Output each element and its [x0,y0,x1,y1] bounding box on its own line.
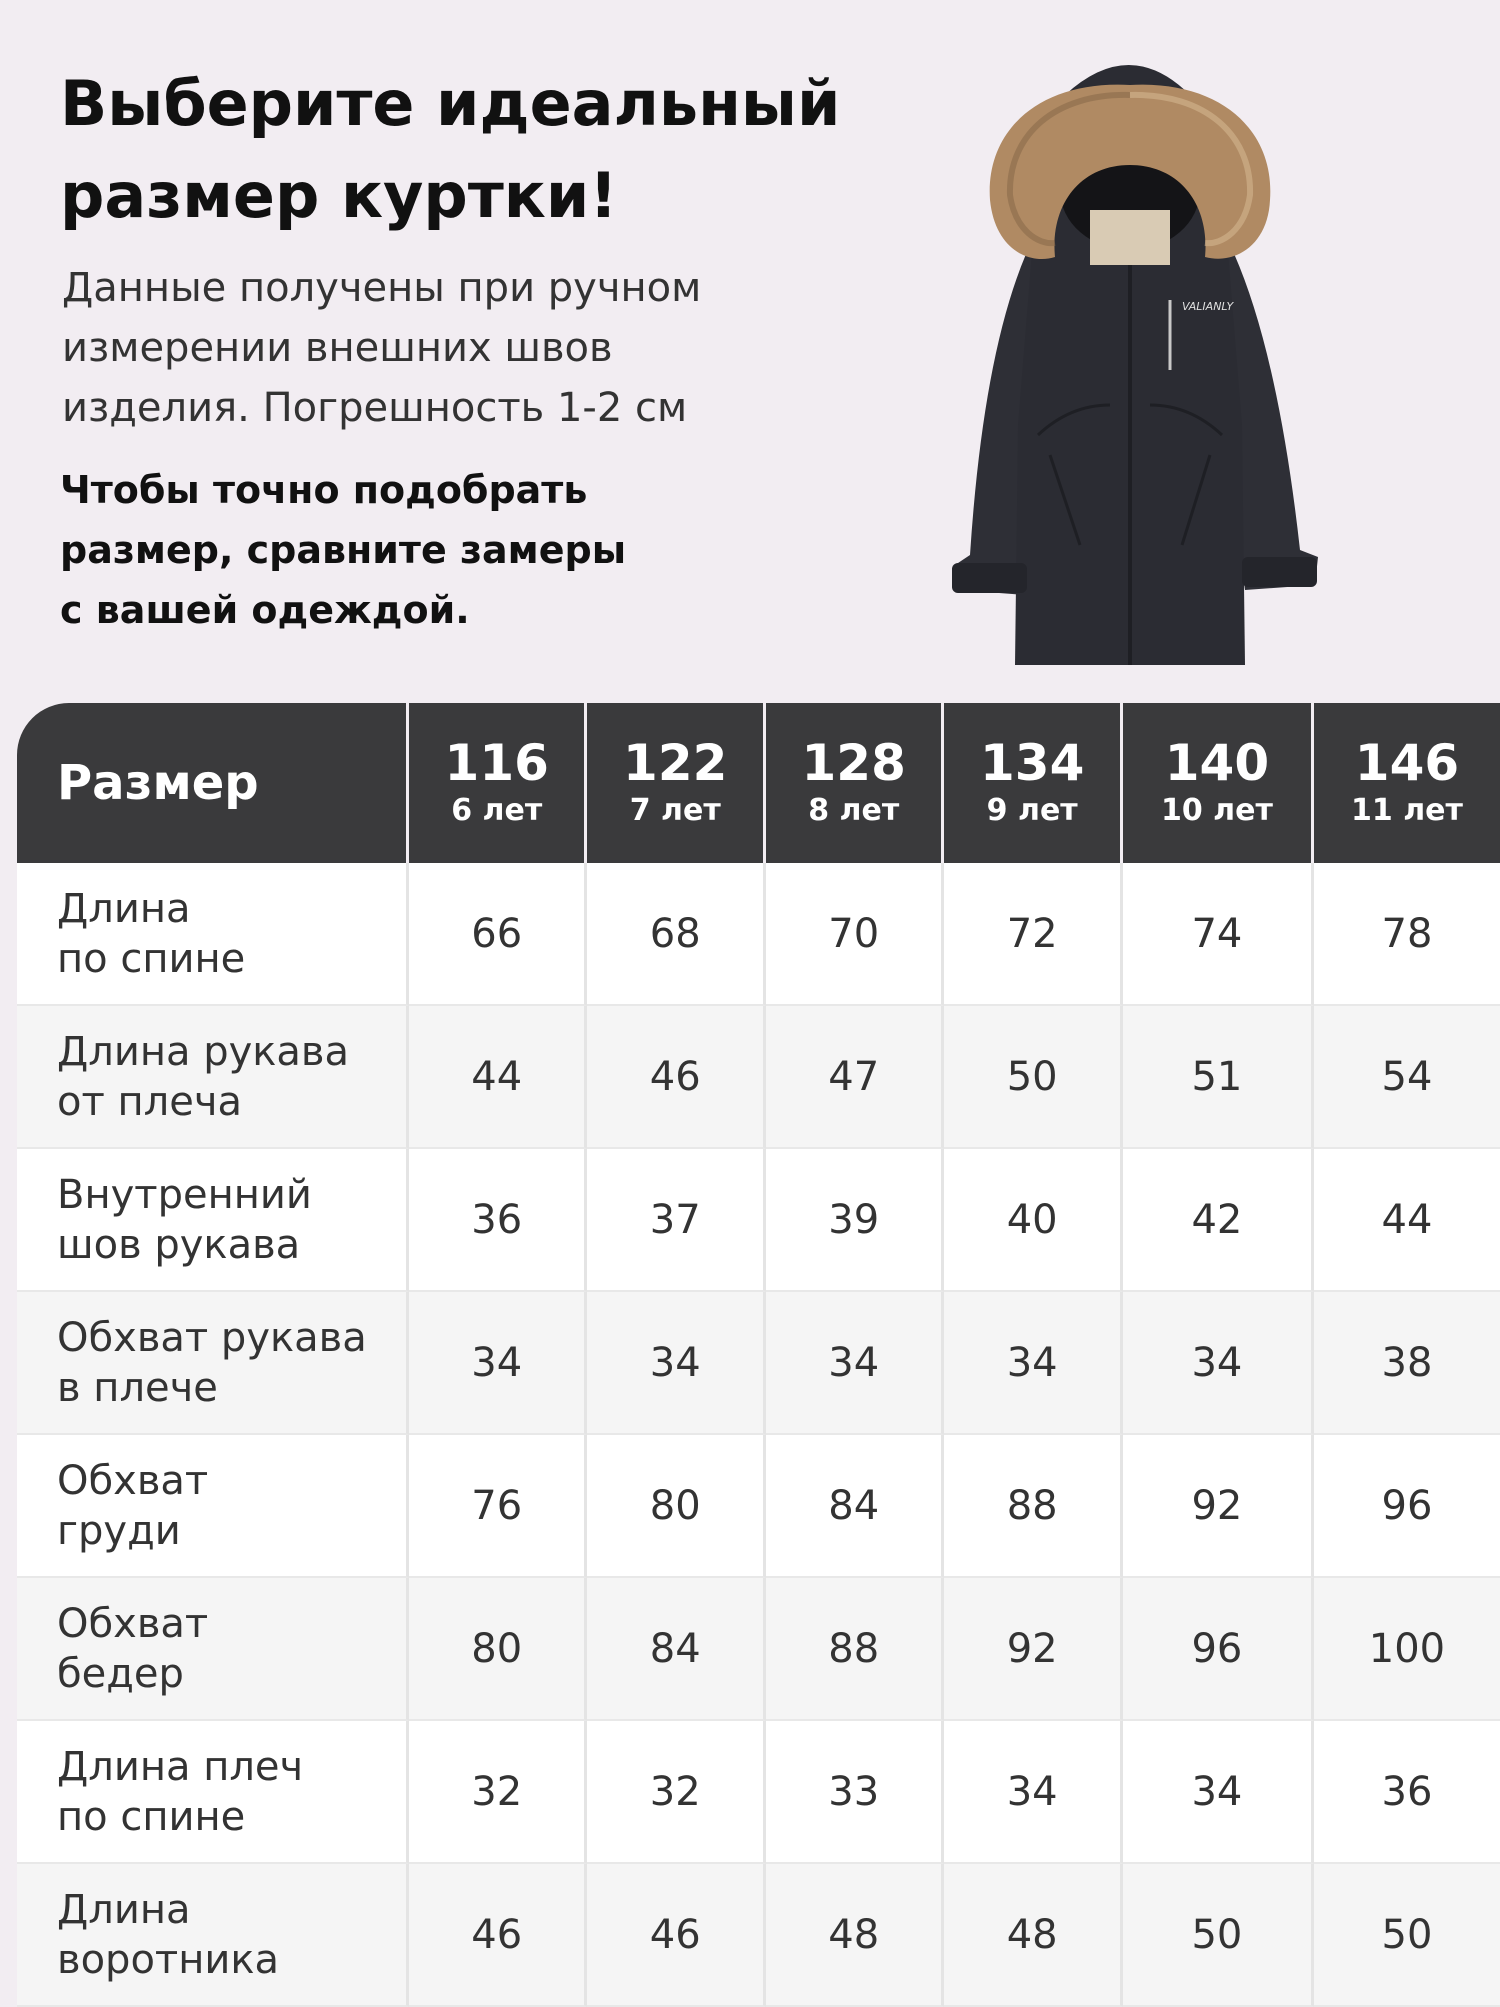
row-label [17,1578,409,1721]
row-label [17,1435,409,1578]
product-image [890,25,1370,675]
table-cell: 44 [409,1006,587,1149]
table-cell: 34 [944,1721,1122,1864]
row-label-line: по спине [57,1793,246,1840]
table-cell: 78 [1314,863,1500,1006]
table-cell: 32 [409,1721,587,1864]
table-cell: 92 [944,1578,1122,1721]
row-label-line: по спине [57,935,246,982]
row-label [17,1864,409,2007]
row-label [17,1292,409,1435]
row-label [17,1149,409,1292]
row-label-line: бедер [57,1650,184,1697]
size-number: 140 [1164,734,1270,792]
row-label-line: Длина плеч [57,1743,304,1790]
size-age: 8 лет [808,793,900,828]
table-cell: 50 [1314,1864,1500,2007]
fit-advice [60,460,760,640]
table-cell: 33 [766,1721,944,1864]
table-cell: 38 [1314,1292,1500,1435]
table-cell: 46 [409,1864,587,2007]
table-cell: 34 [944,1292,1122,1435]
table-row [17,1721,1500,1864]
size-column-header [409,703,587,863]
table-cell: 44 [1314,1149,1500,1292]
table-cell: 66 [409,863,587,1006]
table-cell: 96 [1123,1578,1314,1721]
size-column-header [587,703,765,863]
size-column-header [766,703,944,863]
row-label-line: Длина [57,1886,191,1933]
note-line: изделия. Погрешность 1-2 см [62,385,688,431]
size-age: 9 лет [986,793,1078,828]
row-label-line: в плече [57,1364,218,1411]
advice-line: Чтобы точно подобрать [60,468,588,512]
table-cell: 70 [766,863,944,1006]
hero-section [0,0,1500,700]
table-cell: 51 [1123,1006,1314,1149]
table-cell: 50 [944,1006,1122,1149]
size-chart-table [17,703,1500,2007]
table-cell: 34 [587,1292,765,1435]
table-row [17,1149,1500,1292]
table-cell: 48 [766,1864,944,2007]
table-cell: 84 [587,1578,765,1721]
measurement-note [62,258,822,438]
table-cell: 68 [587,863,765,1006]
size-number: 116 [444,734,549,792]
size-age: 6 лет [451,793,543,828]
row-label-line: Длина [57,885,191,932]
table-row [17,863,1500,1006]
row-label-line: Обхват [57,1600,209,1647]
table-row [17,1578,1500,1721]
brand-logo: VALIANLY [1182,300,1234,313]
table-cell: 48 [944,1864,1122,2007]
table-cell: 34 [1123,1721,1314,1864]
size-age: 11 лет [1351,793,1463,828]
table-row [17,1006,1500,1149]
row-label-line: воротника [57,1936,280,1983]
table-cell: 34 [409,1292,587,1435]
table-row [17,1864,1500,2007]
table-cell: 46 [587,1864,765,2007]
row-label-line: от плеча [57,1078,242,1125]
size-header-label: Размер [17,703,409,863]
size-age: 10 лет [1160,793,1273,828]
table-cell: 34 [1123,1292,1314,1435]
title-line-2: размер куртки! [60,159,618,232]
table-cell: 80 [409,1578,587,1721]
table-cell: 46 [587,1006,765,1149]
table-cell: 76 [409,1435,587,1578]
table-cell: 42 [1123,1149,1314,1292]
size-number: 128 [801,734,906,792]
row-label [17,1721,409,1864]
table-cell: 37 [587,1149,765,1292]
table-cell: 96 [1314,1435,1500,1578]
size-number: 134 [980,734,1085,792]
table-cell: 36 [409,1149,587,1292]
title-line-1: Выберите идеальный [60,67,841,140]
table-row [17,1292,1500,1435]
advice-line: с вашей одеждой. [60,588,470,632]
row-label-line: Длина рукава [57,1028,350,1075]
table-cell: 80 [587,1435,765,1578]
size-number: 146 [1354,734,1460,792]
table-cell: 88 [944,1435,1122,1578]
page-title [60,58,920,242]
table-cell: 92 [1123,1435,1314,1578]
row-label [17,863,409,1006]
size-column-header [1314,703,1500,863]
table-cell: 84 [766,1435,944,1578]
table-cell: 100 [1314,1578,1500,1721]
table-cell: 40 [944,1149,1122,1292]
advice-line: размер, сравните замеры [60,528,627,572]
table-cell: 36 [1314,1721,1500,1864]
table-cell: 39 [766,1149,944,1292]
table-cell: 74 [1123,863,1314,1006]
note-line: измерении внешних швов [62,325,613,371]
row-label-line: Обхват [57,1457,209,1504]
table-cell: 34 [766,1292,944,1435]
size-number: 122 [623,734,728,792]
table-cell: 54 [1314,1006,1500,1149]
row-label [17,1006,409,1149]
row-label-line: шов рукава [57,1221,301,1268]
row-label-line: груди [57,1507,181,1554]
table-cell: 47 [766,1006,944,1149]
row-label-line: Обхват рукава [57,1314,367,1361]
size-column-header [944,703,1122,863]
table-cell: 50 [1123,1864,1314,2007]
table-cell: 72 [944,863,1122,1006]
table-header-row [17,703,1500,863]
table-cell: 32 [587,1721,765,1864]
table-cell: 88 [766,1578,944,1721]
size-age: 7 лет [629,793,721,828]
row-label-line: Внутренний [57,1171,312,1218]
table-row [17,1435,1500,1578]
note-line: Данные получены при ручном [62,265,702,311]
size-column-header [1123,703,1314,863]
